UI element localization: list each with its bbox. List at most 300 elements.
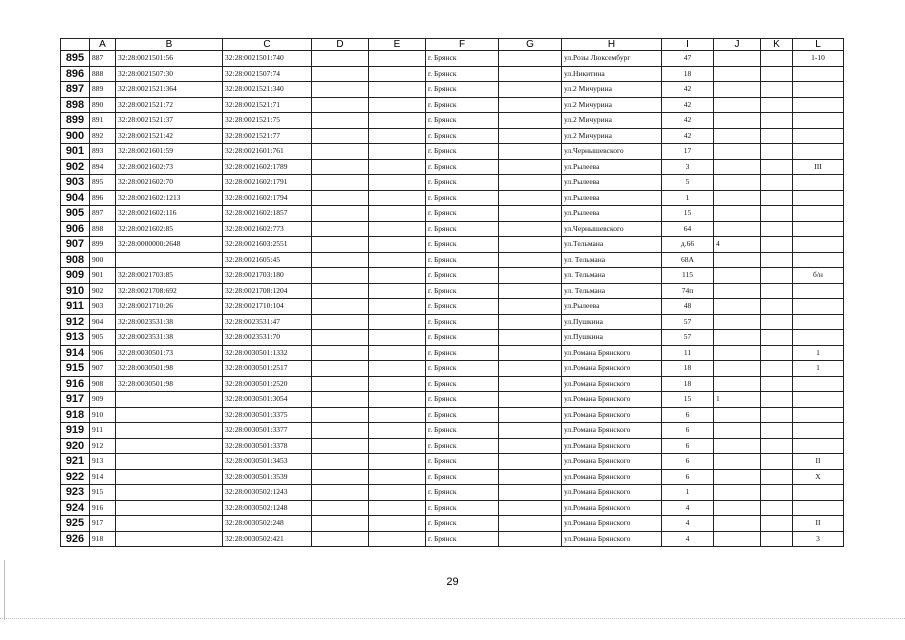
cell-f[interactable]: г. Брянск — [426, 314, 499, 330]
cell-a[interactable]: 888 — [90, 66, 116, 82]
cell-g[interactable] — [499, 361, 562, 377]
cell-a[interactable]: 915 — [90, 485, 116, 501]
cell-l[interactable] — [793, 190, 844, 206]
cell-a[interactable]: 911 — [90, 423, 116, 439]
cell-k[interactable] — [761, 66, 793, 82]
cell-c[interactable]: 32:28:0021521:71 — [223, 97, 312, 113]
cell-d[interactable] — [312, 283, 369, 299]
column-header[interactable]: E — [369, 39, 426, 51]
cell-g[interactable] — [499, 97, 562, 113]
cell-l[interactable] — [793, 407, 844, 423]
cell-b[interactable] — [116, 423, 223, 439]
row-number[interactable]: 914 — [61, 345, 90, 361]
cell-a[interactable]: 908 — [90, 376, 116, 392]
cell-f[interactable]: г. Брянск — [426, 237, 499, 253]
cell-j[interactable] — [714, 531, 761, 547]
cell-c[interactable]: 32:28:0030501:1332 — [223, 345, 312, 361]
row-number[interactable]: 912 — [61, 314, 90, 330]
cell-f[interactable]: г. Брянск — [426, 66, 499, 82]
cell-k[interactable] — [761, 299, 793, 315]
cell-h[interactable]: ул.Романа Брянского — [562, 345, 662, 361]
cell-g[interactable] — [499, 423, 562, 439]
cell-g[interactable] — [499, 175, 562, 191]
cell-d[interactable] — [312, 113, 369, 129]
cell-f[interactable]: г. Брянск — [426, 392, 499, 408]
cell-g[interactable] — [499, 283, 562, 299]
row-number[interactable]: 905 — [61, 206, 90, 222]
cell-b[interactable]: 32:28:0021710:26 — [116, 299, 223, 315]
cell-i[interactable]: 57 — [662, 314, 714, 330]
cell-i[interactable]: 6 — [662, 469, 714, 485]
cell-f[interactable]: г. Брянск — [426, 330, 499, 346]
cell-h[interactable]: ул.Романа Брянского — [562, 423, 662, 439]
cell-h[interactable]: ул.2 Мичурина — [562, 128, 662, 144]
row-number[interactable]: 924 — [61, 500, 90, 516]
cell-l[interactable] — [793, 113, 844, 129]
row-number[interactable]: 923 — [61, 485, 90, 501]
cell-h[interactable]: ул. Тельмана — [562, 252, 662, 268]
cell-a[interactable]: 893 — [90, 144, 116, 160]
cell-j[interactable] — [714, 268, 761, 284]
cell-l[interactable] — [793, 252, 844, 268]
cell-k[interactable] — [761, 159, 793, 175]
cell-d[interactable] — [312, 128, 369, 144]
cell-f[interactable]: г. Брянск — [426, 144, 499, 160]
cell-d[interactable] — [312, 159, 369, 175]
cell-a[interactable]: 916 — [90, 500, 116, 516]
cell-e[interactable] — [369, 500, 426, 516]
cell-i[interactable]: 15 — [662, 206, 714, 222]
cell-d[interactable] — [312, 376, 369, 392]
cell-a[interactable]: 898 — [90, 221, 116, 237]
cell-b[interactable] — [116, 407, 223, 423]
cell-f[interactable]: г. Брянск — [426, 454, 499, 470]
cell-g[interactable] — [499, 237, 562, 253]
row-number[interactable]: 907 — [61, 237, 90, 253]
cell-g[interactable] — [499, 345, 562, 361]
cell-b[interactable]: 32:28:0023531:38 — [116, 330, 223, 346]
cell-a[interactable]: 894 — [90, 159, 116, 175]
cell-k[interactable] — [761, 283, 793, 299]
cell-c[interactable]: 32:28:0023531:70 — [223, 330, 312, 346]
cell-i[interactable]: 6 — [662, 454, 714, 470]
cell-g[interactable] — [499, 469, 562, 485]
cell-a[interactable]: 887 — [90, 51, 116, 67]
cell-k[interactable] — [761, 345, 793, 361]
cell-a[interactable]: 914 — [90, 469, 116, 485]
row-number[interactable]: 918 — [61, 407, 90, 423]
cell-h[interactable]: ул.Романа Брянского — [562, 469, 662, 485]
cell-c[interactable]: 32:28:0023531:47 — [223, 314, 312, 330]
cell-a[interactable]: 900 — [90, 252, 116, 268]
row-number[interactable]: 913 — [61, 330, 90, 346]
cell-c[interactable]: 32:28:0021521:340 — [223, 82, 312, 98]
cell-l[interactable]: II — [793, 516, 844, 532]
cell-l[interactable] — [793, 299, 844, 315]
cell-i[interactable]: 42 — [662, 128, 714, 144]
cell-g[interactable] — [499, 392, 562, 408]
cell-k[interactable] — [761, 128, 793, 144]
cell-b[interactable]: 32:28:0021601:59 — [116, 144, 223, 160]
cell-g[interactable] — [499, 454, 562, 470]
cell-i[interactable]: д.66 — [662, 237, 714, 253]
cell-e[interactable] — [369, 159, 426, 175]
cell-e[interactable] — [369, 113, 426, 129]
cell-e[interactable] — [369, 392, 426, 408]
cell-j[interactable] — [714, 299, 761, 315]
cell-g[interactable] — [499, 330, 562, 346]
cell-c[interactable]: 32:28:0030502:421 — [223, 531, 312, 547]
cell-k[interactable] — [761, 423, 793, 439]
cell-j[interactable]: 1 — [714, 392, 761, 408]
cell-a[interactable]: 917 — [90, 516, 116, 532]
cell-e[interactable] — [369, 237, 426, 253]
cell-d[interactable] — [312, 485, 369, 501]
cell-c[interactable]: 32:28:0021602:1791 — [223, 175, 312, 191]
cell-a[interactable]: 892 — [90, 128, 116, 144]
cell-f[interactable]: г. Брянск — [426, 361, 499, 377]
cell-b[interactable]: 32:28:0021602:73 — [116, 159, 223, 175]
cell-f[interactable]: г. Брянск — [426, 485, 499, 501]
cell-h[interactable]: ул.Романа Брянского — [562, 361, 662, 377]
cell-c[interactable]: 32:28:0021605:45 — [223, 252, 312, 268]
row-number[interactable]: 900 — [61, 128, 90, 144]
cell-k[interactable] — [761, 206, 793, 222]
column-header[interactable]: C — [223, 39, 312, 51]
cell-b[interactable]: 32:28:0021602:85 — [116, 221, 223, 237]
cell-j[interactable] — [714, 175, 761, 191]
cell-e[interactable] — [369, 469, 426, 485]
cell-h[interactable]: ул.Пушкина — [562, 330, 662, 346]
cell-f[interactable]: г. Брянск — [426, 516, 499, 532]
cell-a[interactable]: 913 — [90, 454, 116, 470]
row-number[interactable]: 911 — [61, 299, 90, 315]
cell-c[interactable]: 32:28:0021521:77 — [223, 128, 312, 144]
cell-l[interactable] — [793, 500, 844, 516]
cell-i[interactable]: 4 — [662, 500, 714, 516]
cell-c[interactable]: 32:28:0030501:3375 — [223, 407, 312, 423]
cell-a[interactable]: 905 — [90, 330, 116, 346]
cell-h[interactable]: ул.Никитина — [562, 66, 662, 82]
cell-g[interactable] — [499, 531, 562, 547]
column-header[interactable]: J — [714, 39, 761, 51]
cell-h[interactable]: ул.Рылеева — [562, 190, 662, 206]
cell-l[interactable]: III — [793, 159, 844, 175]
cell-f[interactable]: г. Брянск — [426, 469, 499, 485]
cell-g[interactable] — [499, 206, 562, 222]
cell-b[interactable]: 32:28:0021501:56 — [116, 51, 223, 67]
cell-b[interactable] — [116, 438, 223, 454]
cell-g[interactable] — [499, 66, 562, 82]
cell-j[interactable] — [714, 469, 761, 485]
cell-f[interactable]: г. Брянск — [426, 175, 499, 191]
cell-d[interactable] — [312, 82, 369, 98]
cell-d[interactable] — [312, 438, 369, 454]
row-number[interactable]: 919 — [61, 423, 90, 439]
cell-a[interactable]: 889 — [90, 82, 116, 98]
cell-e[interactable] — [369, 66, 426, 82]
cell-a[interactable]: 912 — [90, 438, 116, 454]
cell-l[interactable]: 3 — [793, 531, 844, 547]
cell-b[interactable] — [116, 516, 223, 532]
cell-b[interactable]: 32:28:0021521:364 — [116, 82, 223, 98]
cell-c[interactable]: 32:28:0030501:3378 — [223, 438, 312, 454]
cell-c[interactable]: 32:28:0021703:180 — [223, 268, 312, 284]
cell-i[interactable]: 42 — [662, 82, 714, 98]
column-header[interactable]: D — [312, 39, 369, 51]
cell-k[interactable] — [761, 175, 793, 191]
cell-l[interactable] — [793, 330, 844, 346]
cell-i[interactable]: 4 — [662, 531, 714, 547]
cell-c[interactable]: 32:28:0030501:3054 — [223, 392, 312, 408]
cell-a[interactable]: 909 — [90, 392, 116, 408]
cell-c[interactable]: 32:28:0021602:1857 — [223, 206, 312, 222]
cell-a[interactable]: 904 — [90, 314, 116, 330]
cell-c[interactable]: 32:28:0021602:1789 — [223, 159, 312, 175]
cell-c[interactable]: 32:28:0021501:740 — [223, 51, 312, 67]
cell-e[interactable] — [369, 299, 426, 315]
cell-f[interactable]: г. Брянск — [426, 531, 499, 547]
cell-h[interactable]: ул.2 Мичурина — [562, 82, 662, 98]
row-number[interactable]: 904 — [61, 190, 90, 206]
cell-k[interactable] — [761, 469, 793, 485]
cell-b[interactable]: 32:28:0021521:37 — [116, 113, 223, 129]
cell-h[interactable]: ул.Рылеева — [562, 175, 662, 191]
cell-h[interactable]: ул.Романа Брянского — [562, 454, 662, 470]
cell-j[interactable] — [714, 82, 761, 98]
cell-h[interactable]: ул.Романа Брянского — [562, 500, 662, 516]
cell-f[interactable]: г. Брянск — [426, 159, 499, 175]
cell-b[interactable]: 32:28:0021602:1213 — [116, 190, 223, 206]
cell-k[interactable] — [761, 330, 793, 346]
cell-g[interactable] — [499, 438, 562, 454]
cell-d[interactable] — [312, 407, 369, 423]
cell-a[interactable]: 907 — [90, 361, 116, 377]
cell-i[interactable]: 18 — [662, 376, 714, 392]
cell-a[interactable]: 896 — [90, 190, 116, 206]
row-number[interactable]: 899 — [61, 113, 90, 129]
cell-e[interactable] — [369, 376, 426, 392]
cell-j[interactable] — [714, 423, 761, 439]
cell-j[interactable] — [714, 221, 761, 237]
cell-d[interactable] — [312, 221, 369, 237]
cell-c[interactable]: 32:28:0021710:104 — [223, 299, 312, 315]
cell-c[interactable]: 32:28:0021708:1204 — [223, 283, 312, 299]
cell-j[interactable] — [714, 97, 761, 113]
cell-k[interactable] — [761, 516, 793, 532]
row-number[interactable]: 896 — [61, 66, 90, 82]
cell-j[interactable] — [714, 190, 761, 206]
cell-a[interactable]: 910 — [90, 407, 116, 423]
cell-k[interactable] — [761, 454, 793, 470]
cell-e[interactable] — [369, 97, 426, 113]
cell-e[interactable] — [369, 82, 426, 98]
cell-h[interactable]: ул.Романа Брянского — [562, 407, 662, 423]
cell-g[interactable] — [499, 82, 562, 98]
cell-e[interactable] — [369, 330, 426, 346]
cell-k[interactable] — [761, 392, 793, 408]
cell-c[interactable]: 32:28:0030501:3539 — [223, 469, 312, 485]
cell-a[interactable]: 918 — [90, 531, 116, 547]
cell-h[interactable]: ул.Тельмана — [562, 237, 662, 253]
row-number[interactable]: 910 — [61, 283, 90, 299]
cell-j[interactable] — [714, 128, 761, 144]
cell-i[interactable]: 47 — [662, 51, 714, 67]
cell-k[interactable] — [761, 438, 793, 454]
row-number[interactable]: 915 — [61, 361, 90, 377]
cell-j[interactable] — [714, 283, 761, 299]
cell-c[interactable]: 32:28:0021601:761 — [223, 144, 312, 160]
cell-e[interactable] — [369, 252, 426, 268]
cell-d[interactable] — [312, 252, 369, 268]
cell-d[interactable] — [312, 190, 369, 206]
cell-h[interactable]: ул.Рылеева — [562, 159, 662, 175]
cell-a[interactable]: 901 — [90, 268, 116, 284]
cell-g[interactable] — [499, 376, 562, 392]
cell-l[interactable] — [793, 438, 844, 454]
cell-f[interactable]: г. Брянск — [426, 128, 499, 144]
cell-l[interactable] — [793, 423, 844, 439]
cell-l[interactable] — [793, 144, 844, 160]
cell-f[interactable]: г. Брянск — [426, 221, 499, 237]
cell-j[interactable] — [714, 376, 761, 392]
cell-f[interactable]: г. Брянск — [426, 51, 499, 67]
cell-b[interactable]: 32:28:0021507:30 — [116, 66, 223, 82]
cell-j[interactable] — [714, 252, 761, 268]
cell-k[interactable] — [761, 82, 793, 98]
cell-l[interactable] — [793, 175, 844, 191]
row-number[interactable]: 903 — [61, 175, 90, 191]
cell-b[interactable] — [116, 252, 223, 268]
row-number[interactable]: 917 — [61, 392, 90, 408]
cell-a[interactable]: 897 — [90, 206, 116, 222]
cell-g[interactable] — [499, 485, 562, 501]
cell-f[interactable]: г. Брянск — [426, 299, 499, 315]
cell-d[interactable] — [312, 361, 369, 377]
cell-b[interactable] — [116, 469, 223, 485]
cell-b[interactable]: 32:28:0021602:116 — [116, 206, 223, 222]
cell-c[interactable]: 32:28:0030501:3453 — [223, 454, 312, 470]
cell-l[interactable] — [793, 485, 844, 501]
cell-a[interactable]: 890 — [90, 97, 116, 113]
row-number[interactable]: 906 — [61, 221, 90, 237]
cell-d[interactable] — [312, 268, 369, 284]
row-number[interactable]: 897 — [61, 82, 90, 98]
cell-d[interactable] — [312, 423, 369, 439]
row-number[interactable]: 898 — [61, 97, 90, 113]
cell-f[interactable]: г. Брянск — [426, 407, 499, 423]
cell-k[interactable] — [761, 407, 793, 423]
cell-d[interactable] — [312, 51, 369, 67]
cell-h[interactable]: ул.Романа Брянского — [562, 516, 662, 532]
cell-g[interactable] — [499, 516, 562, 532]
cell-l[interactable]: 1-10 — [793, 51, 844, 67]
row-number[interactable]: 895 — [61, 51, 90, 67]
row-number[interactable]: 908 — [61, 252, 90, 268]
cell-a[interactable]: 906 — [90, 345, 116, 361]
cell-e[interactable] — [369, 206, 426, 222]
cell-i[interactable]: 18 — [662, 361, 714, 377]
cell-c[interactable]: 32:28:0030502:248 — [223, 516, 312, 532]
cell-e[interactable] — [369, 361, 426, 377]
row-number[interactable]: 926 — [61, 531, 90, 547]
cell-i[interactable]: 1 — [662, 190, 714, 206]
cell-b[interactable]: 32:28:0030501:73 — [116, 345, 223, 361]
cell-k[interactable] — [761, 376, 793, 392]
cell-h[interactable]: ул.Пушкина — [562, 314, 662, 330]
column-header[interactable]: K — [761, 39, 793, 51]
cell-k[interactable] — [761, 361, 793, 377]
cell-k[interactable] — [761, 97, 793, 113]
cell-h[interactable]: ул. Тельмана — [562, 268, 662, 284]
cell-h[interactable]: ул.Романа Брянского — [562, 531, 662, 547]
cell-l[interactable] — [793, 237, 844, 253]
cell-e[interactable] — [369, 144, 426, 160]
row-number[interactable]: 921 — [61, 454, 90, 470]
cell-f[interactable]: г. Брянск — [426, 423, 499, 439]
cell-k[interactable] — [761, 500, 793, 516]
cell-k[interactable] — [761, 190, 793, 206]
column-header[interactable]: B — [116, 39, 223, 51]
cell-c[interactable]: 32:28:0021507:74 — [223, 66, 312, 82]
cell-f[interactable]: г. Брянск — [426, 252, 499, 268]
cell-h[interactable]: ул.Чернышевского — [562, 144, 662, 160]
cell-b[interactable] — [116, 392, 223, 408]
cell-i[interactable]: 6 — [662, 423, 714, 439]
row-number[interactable]: 916 — [61, 376, 90, 392]
cell-i[interactable]: 15 — [662, 392, 714, 408]
cell-f[interactable]: г. Брянск — [426, 190, 499, 206]
cell-j[interactable] — [714, 361, 761, 377]
cell-j[interactable] — [714, 516, 761, 532]
cell-l[interactable]: б/н — [793, 268, 844, 284]
cell-k[interactable] — [761, 237, 793, 253]
cell-i[interactable]: 3 — [662, 159, 714, 175]
cell-i[interactable]: 17 — [662, 144, 714, 160]
cell-b[interactable]: 32:28:0021521:42 — [116, 128, 223, 144]
cell-h[interactable]: ул.Романа Брянского — [562, 376, 662, 392]
row-number[interactable]: 909 — [61, 268, 90, 284]
cell-c[interactable]: 32:28:0030502:1243 — [223, 485, 312, 501]
cell-i[interactable]: 48 — [662, 299, 714, 315]
cell-i[interactable]: 11 — [662, 345, 714, 361]
cell-c[interactable]: 32:28:0030501:3377 — [223, 423, 312, 439]
cell-l[interactable]: II — [793, 454, 844, 470]
cell-j[interactable] — [714, 66, 761, 82]
cell-g[interactable] — [499, 128, 562, 144]
cell-j[interactable] — [714, 314, 761, 330]
cell-j[interactable] — [714, 144, 761, 160]
cell-j[interactable]: 4 — [714, 237, 761, 253]
cell-l[interactable] — [793, 206, 844, 222]
column-header[interactable]: G — [499, 39, 562, 51]
cell-e[interactable] — [369, 51, 426, 67]
cell-e[interactable] — [369, 345, 426, 361]
cell-f[interactable]: г. Брянск — [426, 283, 499, 299]
cell-d[interactable] — [312, 469, 369, 485]
cell-h[interactable]: ул.Чернышевского — [562, 221, 662, 237]
cell-d[interactable] — [312, 516, 369, 532]
cell-d[interactable] — [312, 500, 369, 516]
cell-f[interactable]: г. Брянск — [426, 268, 499, 284]
cell-i[interactable]: 1 — [662, 485, 714, 501]
column-header[interactable]: F — [426, 39, 499, 51]
cell-l[interactable] — [793, 376, 844, 392]
cell-h[interactable]: ул.Романа Брянского — [562, 392, 662, 408]
cell-c[interactable]: 32:28:0030501:2517 — [223, 361, 312, 377]
cell-l[interactable] — [793, 221, 844, 237]
cell-b[interactable]: 32:28:0000000:2648 — [116, 237, 223, 253]
